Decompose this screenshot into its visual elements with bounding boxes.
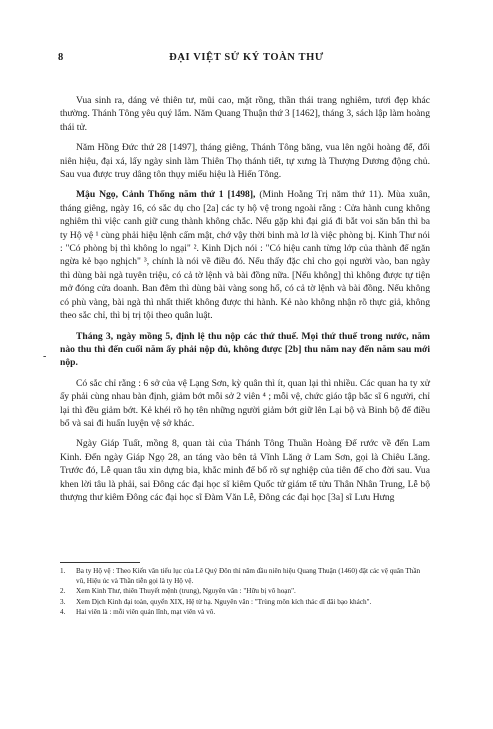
year-heading: Mậu Ngọ, Cảnh Thống năm thứ 1 [1498], [76,189,256,201]
running-title: ĐẠI VIỆT SỬ KÝ TOÀN THƯ [169,52,324,63]
paragraph-bold: Tháng 3, ngày mồng 5, định lệ thu nộp các thứ thuế. Mọi thứ thuế trong nước, năm nào thu thì đến cuối năm ấy phải nộp đủ, không được [2b] thu năm nay đến năm sau mới nộp. [60,330,430,369]
paragraph: Mậu Ngọ, Cảnh Thống năm thứ 1 [1498], (Minh Hoằng Trị năm thứ 11). Mùa xuân, tháng giêng, ngày 16, có sắc dụ cho [2a] các ty hộ vệ trong ngoài rằng : Cửa hành cung không nghiêm thì việc canh giữ cung thành không chắc. Nếu gặp khi đại giá đi bắt voi săn bắn thì ba ty Hộ vệ ¹ cùng phải hiệu lệnh cấm mật, chớ vậy thời binh mà lơ là việc phòng bị. Kinh Thư nói : "Có phòng bị thì không lo ngại" ². Kinh Dịch nói : "Có hiệu canh từng lớp của thành để ngăn ngừa kẻ bạo nghịch" ³, chính là nói về điều đó. Nếu thấy đặc chỉ cho gọi người vào, ban ngày thì dùng bài ngà tuyên triệu, có cả tờ lệnh và bài đồng nữa. [Nếu không] thì không được tự tiện mở đóng cửa doanh. Ban đêm thì dùng bài vàng song hổ, có cả tờ lệnh và bài đồng. Nếu không có phù vàng, bài ngà thì nhất thiết không được thi hành. Kẻ nào không nhận rõ thực giả, không theo sắc chỉ, thì bị trị tội theo quân luật. [60,189,430,322]
footnote: 3. Xem Dịch Kinh đại toàn, quyển XIX, Hệ từ hạ. Nguyên văn : "Trùng môn kích thác dĩ đãi bạo khách". [60,597,372,606]
paragraph: Vua sinh ra, dáng vẻ thiên tư, mũi cao, mặt rồng, thần thái trang nghiêm, tươi đẹp khác thường. Thánh Tông yêu quý lắm. Năm Quang Thuận thứ 3 [1462], tháng 3, sách lập làm hoàng thái tử. [60,95,430,133]
paragraph: Năm Hồng Đức thứ 28 [1497], tháng giêng, Thánh Tông băng, vua lên ngôi hoàng đế, đổi niên hiệu, đại xá, lấy ngày sinh làm Thiên Thọ thánh tiết, tự xưng là Thượng Dương động chủ. Sau vua được truy dâng tôn thụy miếu hiệu là Hiến Tông. [60,142,430,181]
footnote: 4. Hai viên là : mỗi viên quản lĩnh, mạt viên và võ. [60,608,216,617]
page-number: 8 [58,52,64,63]
body-text [60,94,430,511]
footnote-divider [60,562,140,563]
footnote: 1. Ba ty Hộ vệ : Theo Kiến văn tiểu lục của Lê Quý Đôn thì năm đầu niên hiệu Quang Thuận (1460) đặt các vệ quân Thần vũ, Hiệu úc và Thần tiễn gọi là ty Hộ vệ. [60,567,421,585]
paragraph: Ngày Giáp Tuất, mồng 8, quan tài của Thánh Tông Thuần Hoàng Đế rước về đến Lam Kinh. Đến ngày Giáp Ngọ 28, an táng vào bên tả Vĩnh Lăng ở Lam Sơn, gọi là Chiêu Lăng. Trước đó, Lễ quan tâu xin dựng bia, khắc minh để bố rõ sự nghiệp của tiên đế cho đời sau. Vua khen lời tâu là phải, sai Đông các đại học sĩ kiêm Quốc tử giám tế tửu Thân Nhân Trung, Lễ bộ thượng thư kiêm Đông các đại học sĩ Đàm Văn Lễ, Đông các đại học [3a] sĩ Lưu Hưng [60,438,430,503]
footnote: 2. Xem Kinh Thư, thiên Thuyết mệnh (trung), Nguyên văn : "Hữu bị vô hoạn". [60,587,296,596]
page-header [58,52,435,68]
footnotes [60,567,430,619]
paragraph: Có sắc chỉ rằng : 6 sở của vệ Lạng Sơn, kỳ quân thì ít, quan lại thì nhiều. Các quan ha ty xử ấy phải cùng nhau bàn định, giảm bớt mỗi sở 2 viên ⁴ ; mỗi vệ, chức giáo tập bắc sĩ 6 người, chỉ lại thì đều giảm bớt. Kẻ khéi rõ họ tên những người giảm bớt giữ lên Lại bộ và Binh bộ để điều bổ và sai đi huấn luyện vệ sở khác. [60,377,430,429]
margin-mark: - [43,351,47,362]
